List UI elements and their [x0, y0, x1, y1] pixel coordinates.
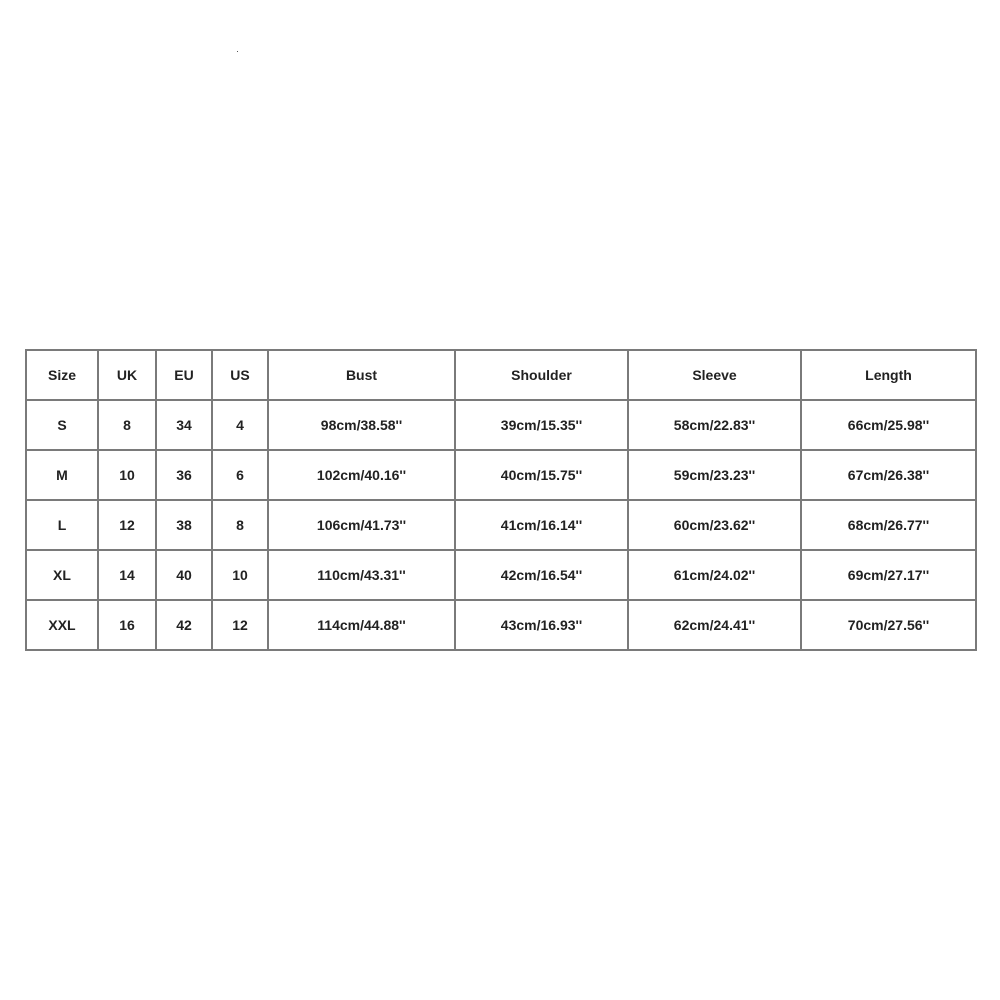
cell-size: S: [26, 400, 98, 450]
cell-size: M: [26, 450, 98, 500]
cell-us: 8: [212, 500, 268, 550]
cell-shoulder: 42cm/16.54'': [455, 550, 628, 600]
header-sleeve: Sleeve: [628, 350, 801, 400]
header-us: US: [212, 350, 268, 400]
cell-eu: 38: [156, 500, 212, 550]
cell-eu: 34: [156, 400, 212, 450]
cell-size: XL: [26, 550, 98, 600]
cell-size: L: [26, 500, 98, 550]
table-row: [26, 600, 976, 650]
header-length: Length: [801, 350, 976, 400]
cell-us: 10: [212, 550, 268, 600]
cell-shoulder: 41cm/16.14'': [455, 500, 628, 550]
cell-bust: 102cm/40.16'': [268, 450, 455, 500]
cell-sleeve: 59cm/23.23'': [628, 450, 801, 500]
cell-us: 6: [212, 450, 268, 500]
header-eu: EU: [156, 350, 212, 400]
cell-length: 70cm/27.56'': [801, 600, 976, 650]
cell-bust: 110cm/43.31'': [268, 550, 455, 600]
cell-sleeve: 61cm/24.02'': [628, 550, 801, 600]
size-chart-table: [25, 349, 977, 651]
cell-bust: 98cm/38.58'': [268, 400, 455, 450]
cell-length: 69cm/27.17'': [801, 550, 976, 600]
cell-uk: 10: [98, 450, 156, 500]
cell-shoulder: 43cm/16.93'': [455, 600, 628, 650]
cell-uk: 12: [98, 500, 156, 550]
header-size: Size: [26, 350, 98, 400]
cell-bust: 114cm/44.88'': [268, 600, 455, 650]
cell-uk: 14: [98, 550, 156, 600]
header-uk: UK: [98, 350, 156, 400]
cell-length: 66cm/25.98'': [801, 400, 976, 450]
cell-bust: 106cm/41.73'': [268, 500, 455, 550]
table-row: [26, 550, 976, 600]
cell-uk: 16: [98, 600, 156, 650]
table-header-row: [26, 350, 976, 400]
cell-eu: 42: [156, 600, 212, 650]
cell-sleeve: 58cm/22.83'': [628, 400, 801, 450]
table-row: [26, 500, 976, 550]
cell-us: 12: [212, 600, 268, 650]
cell-size: XXL: [26, 600, 98, 650]
header-shoulder: Shoulder: [455, 350, 628, 400]
cell-shoulder: 40cm/15.75'': [455, 450, 628, 500]
cell-sleeve: 60cm/23.62'': [628, 500, 801, 550]
table-row: [26, 400, 976, 450]
table-row: [26, 450, 976, 500]
cell-sleeve: 62cm/24.41'': [628, 600, 801, 650]
cell-eu: 36: [156, 450, 212, 500]
cell-shoulder: 39cm/15.35'': [455, 400, 628, 450]
header-bust: Bust: [268, 350, 455, 400]
cell-uk: 8: [98, 400, 156, 450]
cell-us: 4: [212, 400, 268, 450]
stray-dot: [237, 51, 238, 52]
cell-length: 68cm/26.77'': [801, 500, 976, 550]
cell-length: 67cm/26.38'': [801, 450, 976, 500]
cell-eu: 40: [156, 550, 212, 600]
